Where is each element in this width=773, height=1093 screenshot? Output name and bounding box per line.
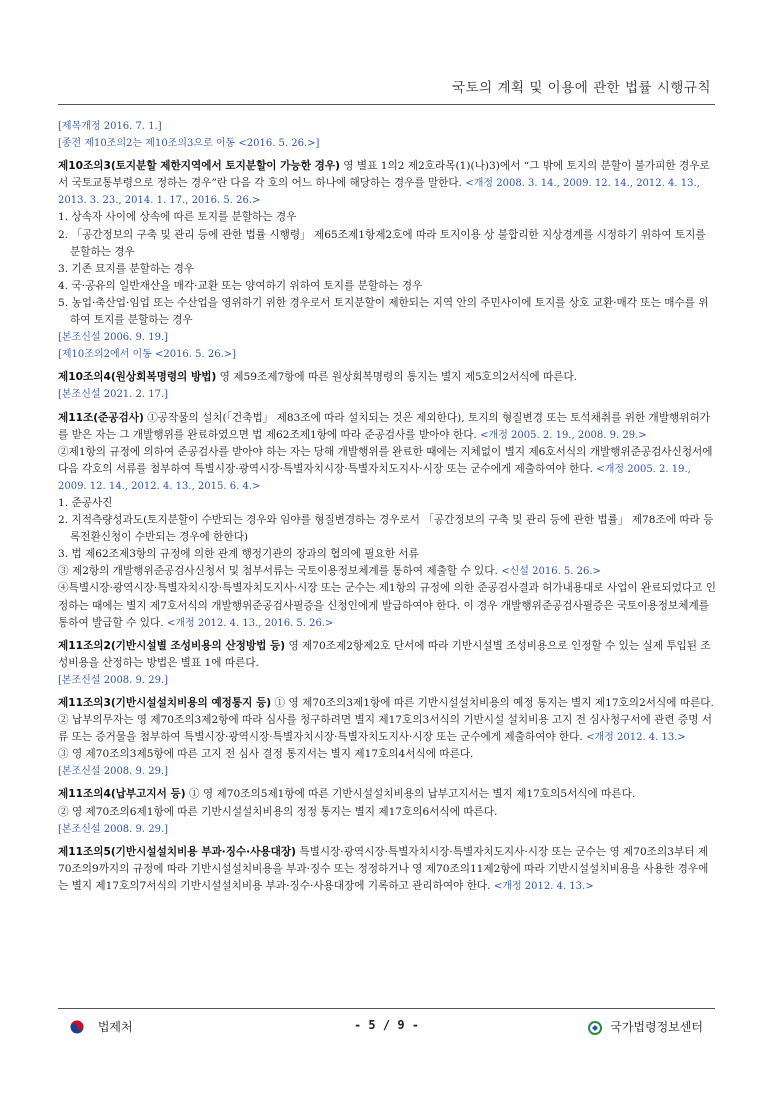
amendment-note: <개정 2005. 2. 19., 2008. 9. 29.> <box>480 429 647 441</box>
body-text: ③ 제2항의 개발행위준공검사신청서 및 첨부서류는 국토이용정보체계를 통하여 제출할 수 있다. <box>58 565 502 578</box>
body-text: 영 별표 1의2 제2호라목(1)(나)3)에서 “그 밖에 토지의 분할이 불가피한 경우로서 국토교통부령으로 정하는 경우”란 다음 각 호의 어느 하나에 해당하는 경우를 말한다. <box>58 160 710 190</box>
list-item: 1. 상속자 사이에 상속에 따른 토지를 분할하는 경우 <box>58 211 297 224</box>
paragraph <box>58 563 718 580</box>
body-text: ② 납부의무자는 영 제70조의3제2항에 따라 심사를 청구하려면 별지 제17호의3서식의 기반시설 설치비용 고지 전 심사청구서에 관련 증명 서류 또는 증거물을 첨부하여 특별시장·광역시장·특별자치시장·특별자치도지사·시장 또는 군수에게 제출하여야 한다. <box>58 714 713 744</box>
paragraph <box>58 410 718 444</box>
article-section <box>58 695 718 780</box>
footer-divider <box>58 1008 715 1009</box>
article-heading: 제11조의5(기반시설설치비용 부과·징수·사용대장) <box>58 845 296 858</box>
list-item: 1. 준공사진 <box>58 496 113 509</box>
law-center-logo-icon <box>588 1021 602 1035</box>
article-heading: 제11조(준공검사) <box>58 411 144 424</box>
amendment-note: [본조신설 2008. 9. 29.] <box>58 674 169 686</box>
article-heading: 제10조의3(토지분할 제한지역에서 토지분할이 가능한 경우) <box>58 160 340 173</box>
paragraph <box>58 580 718 631</box>
paragraph: ② 영 제70조의6제1항에 따른 기반시설설치비용의 정정 통지는 별지 제17호의6서식에 따른다. <box>58 805 498 818</box>
paragraph <box>58 444 718 495</box>
page-footer <box>58 1016 715 1038</box>
list-item: 3. 기존 묘지를 분할하는 경우 <box>58 262 195 275</box>
body-text: ① 영 제70조의5제1항에 따른 기반시설설치비용의 납부고지서는 별지 제17호의5서식에 따른다. <box>185 788 636 801</box>
paragraph <box>58 712 718 746</box>
amendment-note: [본조신설 2006. 9. 19.] <box>58 332 169 344</box>
article-section <box>58 158 718 363</box>
document-body <box>58 118 718 895</box>
body-text: 영 제59조제7항에 따른 원상회복명령의 통지는 별지 제5호의2서식에 따른다. <box>216 371 578 384</box>
paragraph <box>58 786 718 803</box>
article-section <box>58 638 718 689</box>
body-text: ②제1항의 규정에 의하여 준공검사를 받아야 하는 자는 당해 개발행위를 완료한 때에는 지체없이 별지 제6호서식의 개발행위준공검사신청서에 다음 각호의 서류를 첨부하여 특별시장·광역시장·특별자치시장·특별자치도지사·시장 또는 군수에게 제출하여야 한다. <box>58 445 713 475</box>
amendment-note: <개정 2012. 4. 13., 2016. 5. 26.> <box>166 617 334 629</box>
list-item: 2. 「공간정보의 구축 및 관리 등에 관한 법률 시행령」 제65조제1항제2호에 따라 토지이용 상 불합리한 지상경계를 시정하기 위하여 토지를 분할하는 경우 <box>58 228 706 258</box>
article-section <box>58 118 718 152</box>
article-section <box>58 786 718 837</box>
body-text: ④특별시장·광역시장·특별자치시장·특별자치도지사·시장 또는 군수는 제1항의 규정에 의한 준공검사결과 허가내용대로 사업이 완료되었다고 인정하는 때에는 별지 제7호서식의 개발행위준공검사필증을 신청인에게 발급하여야 한다. 이 경우 개발행위준공검사필증은 국토이용정보체계를 통하여 발급할 수 있다. <box>58 582 717 629</box>
paragraph <box>58 844 718 895</box>
ministry-name: 법제처 <box>97 1020 133 1034</box>
body-text: 영 제70조제2항제2호 단서에 따라 기반시설별 조성비용으로 인정할 수 있는 실제 투입된 조성비용을 산정하는 방법은 별표 1에 따른다. <box>58 639 711 669</box>
paragraph <box>58 369 718 386</box>
amendment-note: [본조신설 2008. 9. 29.] <box>58 823 169 835</box>
article-heading: 제11조의4(납부고지서 등) <box>58 788 186 801</box>
page-title: 국토의 계획 및 이용에 관한 법률 시행규칙 <box>452 80 711 96</box>
paragraph <box>58 638 718 672</box>
list-item: 3. 법 제62조제3항의 규정에 의한 관계 행정기관의 장과의 협의에 필요한 서류 <box>58 548 419 561</box>
body-text: 특별시장·광역시장·특별자치시장·특별자치도지사·시장 또는 군수는 영 제70조의3부터 제70조의9까지의 규정에 따라 기반시설설치비용을 부과·징수 또는 정정하거나 영 제70조의11제2항에 따라 기반시설설치비용을 사용한 경우에는 별지 제17호의7서식의 기반시설설치비용 부과·징수·사용대장에 기록하고 관리하여야 한다. <box>58 845 709 892</box>
amendment-note: <개정 2005. 2. 19., 2009. 12. 14., 2012. 4. 13., 2015. 6. 4.> <box>58 463 691 492</box>
article-section <box>58 369 718 403</box>
amendment-note: [제목개정 2016. 7. 1.] <box>58 121 162 132</box>
paragraph <box>58 695 718 712</box>
amendment-note: [종전 제10조의2는 제10조의3으로 이동 <2016. 5. 26.>] <box>58 138 320 150</box>
amendment-note: <개정 2008. 3. 14., 2009. 12. 14., 2012. 4. 13., 2013. 3. 23., 2014. 1. 17., 2016. 5. 26.> <box>58 178 700 207</box>
list-item: 4. 국·공유의 일반재산을 매각·교환 또는 양여하기 위하여 토지를 분할하는 경우 <box>58 279 423 292</box>
amendment-note: <개정 2012. 4. 13.> <box>586 732 686 744</box>
amendment-note: [본조신설 2008. 9. 29.] <box>58 766 169 778</box>
body-text: ① 영 제70조의3제1항에 따른 기반시설설치비용의 예정 통지는 별지 제17호의2서식에 따른다. <box>271 697 714 709</box>
list-item: 5. 농업·축산업·임업 또는 수산업을 영위하기 위한 경우로서 토지분할이 제한되는 지역 안의 주민사이에 토지를 상호 교환·매각 또는 매수를 위하여 토지를 분할하는 경우 <box>58 296 709 327</box>
article-heading: 제11조의2(기반시설별 조성비용의 산정방법 등) <box>58 639 286 652</box>
article-section <box>58 844 718 895</box>
header-divider <box>58 104 715 105</box>
paragraph <box>58 158 718 209</box>
article-heading: 제10조의4(원상회복명령의 방법) <box>58 371 217 384</box>
body-text: ①공작물의 설치(「건축법」 제83조에 따라 설치되는 것은 제외한다), 토지의 형질변경 또는 토석채취를 위한 개발행위허가를 받은 자는 그 개발행위를 완료하였으면 법 제62조제1항에 따라 준공검사를 받아야 한다. <box>58 411 710 441</box>
amendment-note: [본조신설 2021. 2. 17.] <box>58 389 169 401</box>
article-heading: 제11조의3(기반시설설치비용의 예정통지 등) <box>58 697 272 709</box>
amendment-note: <개정 2012. 4. 13.> <box>493 880 594 892</box>
article-section <box>58 410 718 632</box>
amendment-note: [제10조의2에서 이동 <2016. 5. 26.>] <box>58 349 237 361</box>
amendment-note: <신설 2016. 5. 26.> <box>501 566 601 578</box>
page-number: - 5 / 9 - <box>353 1018 420 1032</box>
law-center-name: 국가법령정보센터 <box>610 1020 703 1034</box>
paragraph: ③ 영 제70조의3제5항에 따른 고지 전 심사 결정 통지서는 별지 제17호의4서식에 따른다. <box>58 748 474 761</box>
list-item: 2. 지적측량성과도(토지분할이 수반되는 경우와 임야를 형질변경하는 경우로서 「공간정보의 구축 및 관리 등에 관한 법률」 제78조에 따라 등록전환신청이 수반되는 경우에 한한다) <box>58 514 714 544</box>
